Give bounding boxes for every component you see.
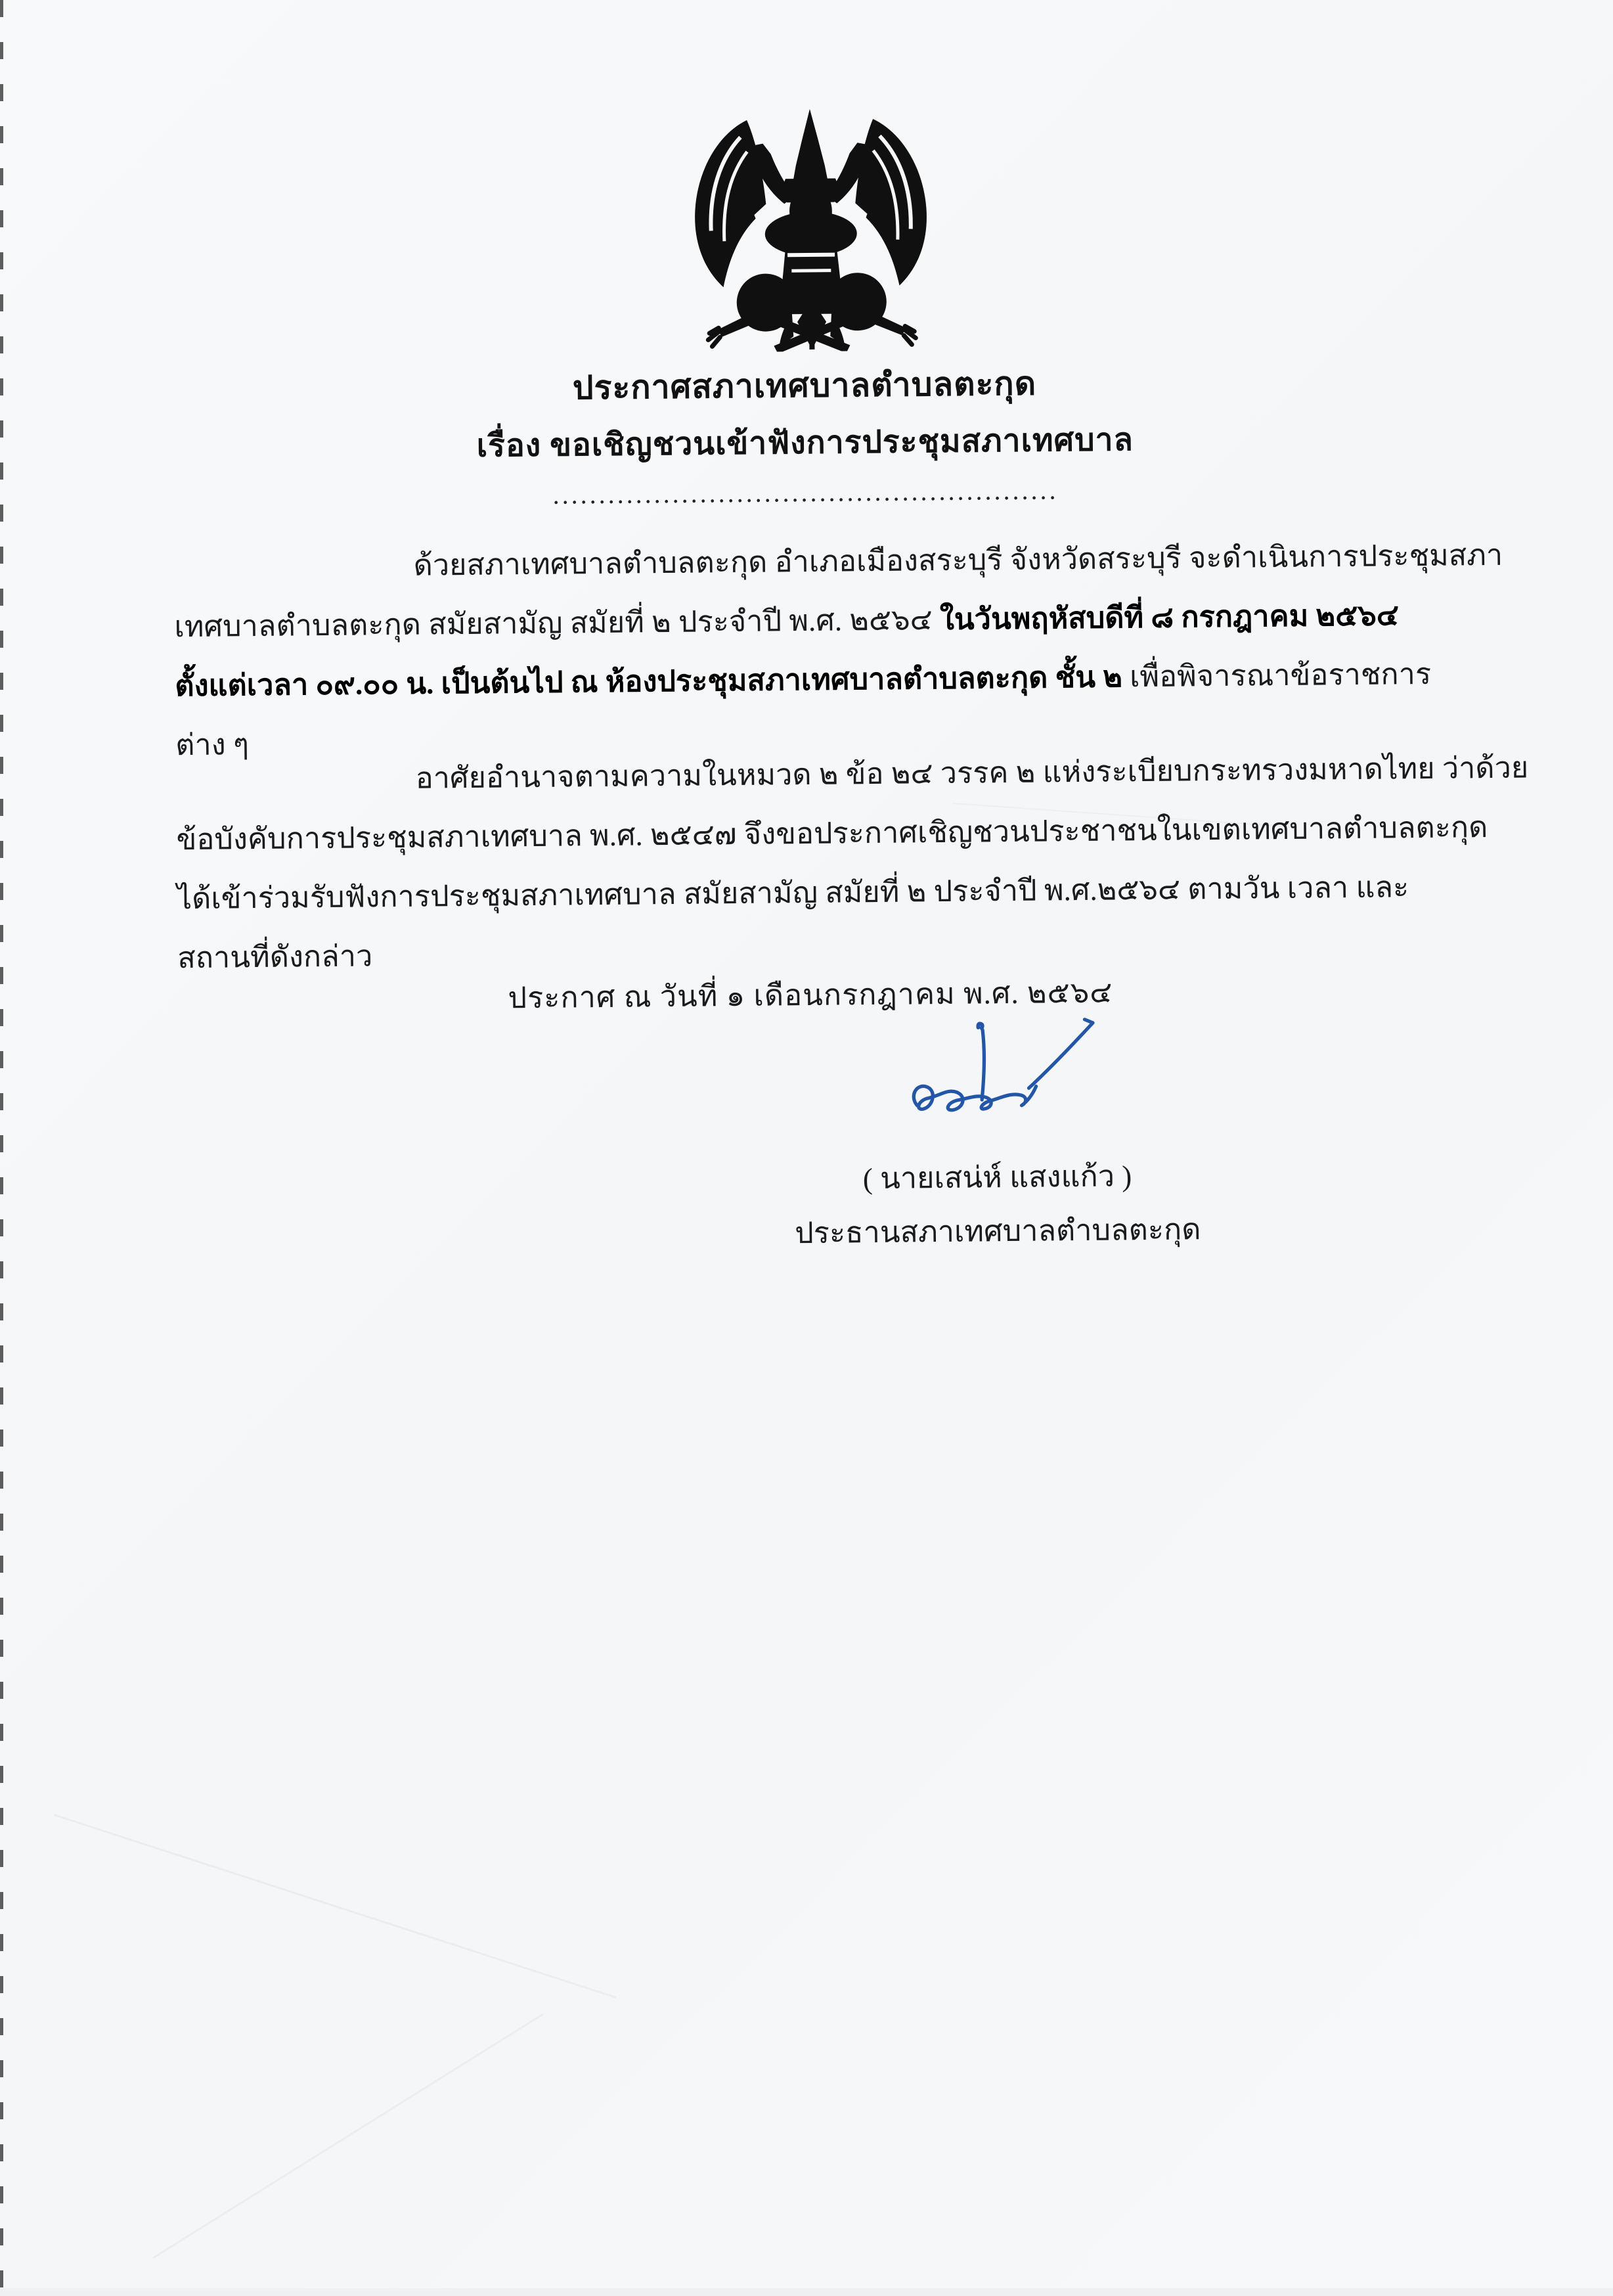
paragraph2-line1: อาศัยอำนาจตามความในหมวด ๒ ข้อ ๒๔ วรรค ๒ แห่งระเบียบกระทรวงมหาดไทย ว่าด้วย [415,751,1529,795]
paragraph-announcement [173,530,1528,780]
paragraph-legal-basis [175,743,1530,993]
paragraph1-line2-bold: ในวันพฤหัสบดีที่ ๘ กรกฎาคม ๒๕๖๔ [939,598,1400,637]
paragraph1-line1: ด้วยสภาเทศบาลตำบลตะกุด อำเภอเมืองสระบุรี จังหวัดสระบุรี จะดำเนินการประชุมสภา [413,538,1503,582]
signatory-name: ( นายเสน่ห์ แสงแก้ว ) [862,1159,1132,1196]
signatory-title: ประธานสภาเทศบาลตำบลตะกุด [794,1213,1201,1250]
paragraph2-line4: สถานที่ดังกล่าว [177,939,373,975]
garuda-emblem-icon [678,104,944,353]
dotted-divider: ....................................................... [552,475,1059,510]
announcement-date-line: ประกาศ ณ วันที่ ๑ เดือนกรกฎาคม พ.ศ. ๒๕๖๔ [508,976,1113,1015]
paragraph1-line4: ต่าง ๆ [175,728,250,762]
paragraph1-line3-regular: เพื่อพิจารณาข้อราชการ [1129,657,1432,694]
paragraph2-line2: ข้อบังคับการประชุมสภาเทศบาล พ.ศ. ๒๕๔๗ จึงขอประกาศเชิญชวนประชาชนในเขตเทศบาลตำบลตะกุด [176,811,1488,857]
paragraph1-line2-regular: เทศบาลตำบลตะกุด สมัยสามัญ สมัยที่ ๒ ประจำปี พ.ศ. ๒๕๖๔ [174,603,940,644]
paragraph1-line3-bold: ตั้งแต่เวลา ๐๙.๐๐ น. เป็นต้นไป ณ ห้องประชุมสภาเทศบาลตำบลตะกุด ชั้น ๒ [175,660,1130,703]
signature-block [746,1013,1247,1257]
signature-ink-icon [845,1014,1148,1154]
document-subject: เรื่อง ขอเชิญชวนเข้าฟังการประชุมสภาเทศบาล [476,422,1134,464]
document-title: ประกาศสภาเทศบาลตำบลตะกุด [572,365,1037,407]
paragraph2-line3: ได้เข้าร่วมรับฟังการประชุมสภาเทศบาล สมัยสามัญ สมัยที่ ๒ ประจำปี พ.ศ.๒๕๖๔ ตามวัน เวลา และ [177,870,1409,916]
